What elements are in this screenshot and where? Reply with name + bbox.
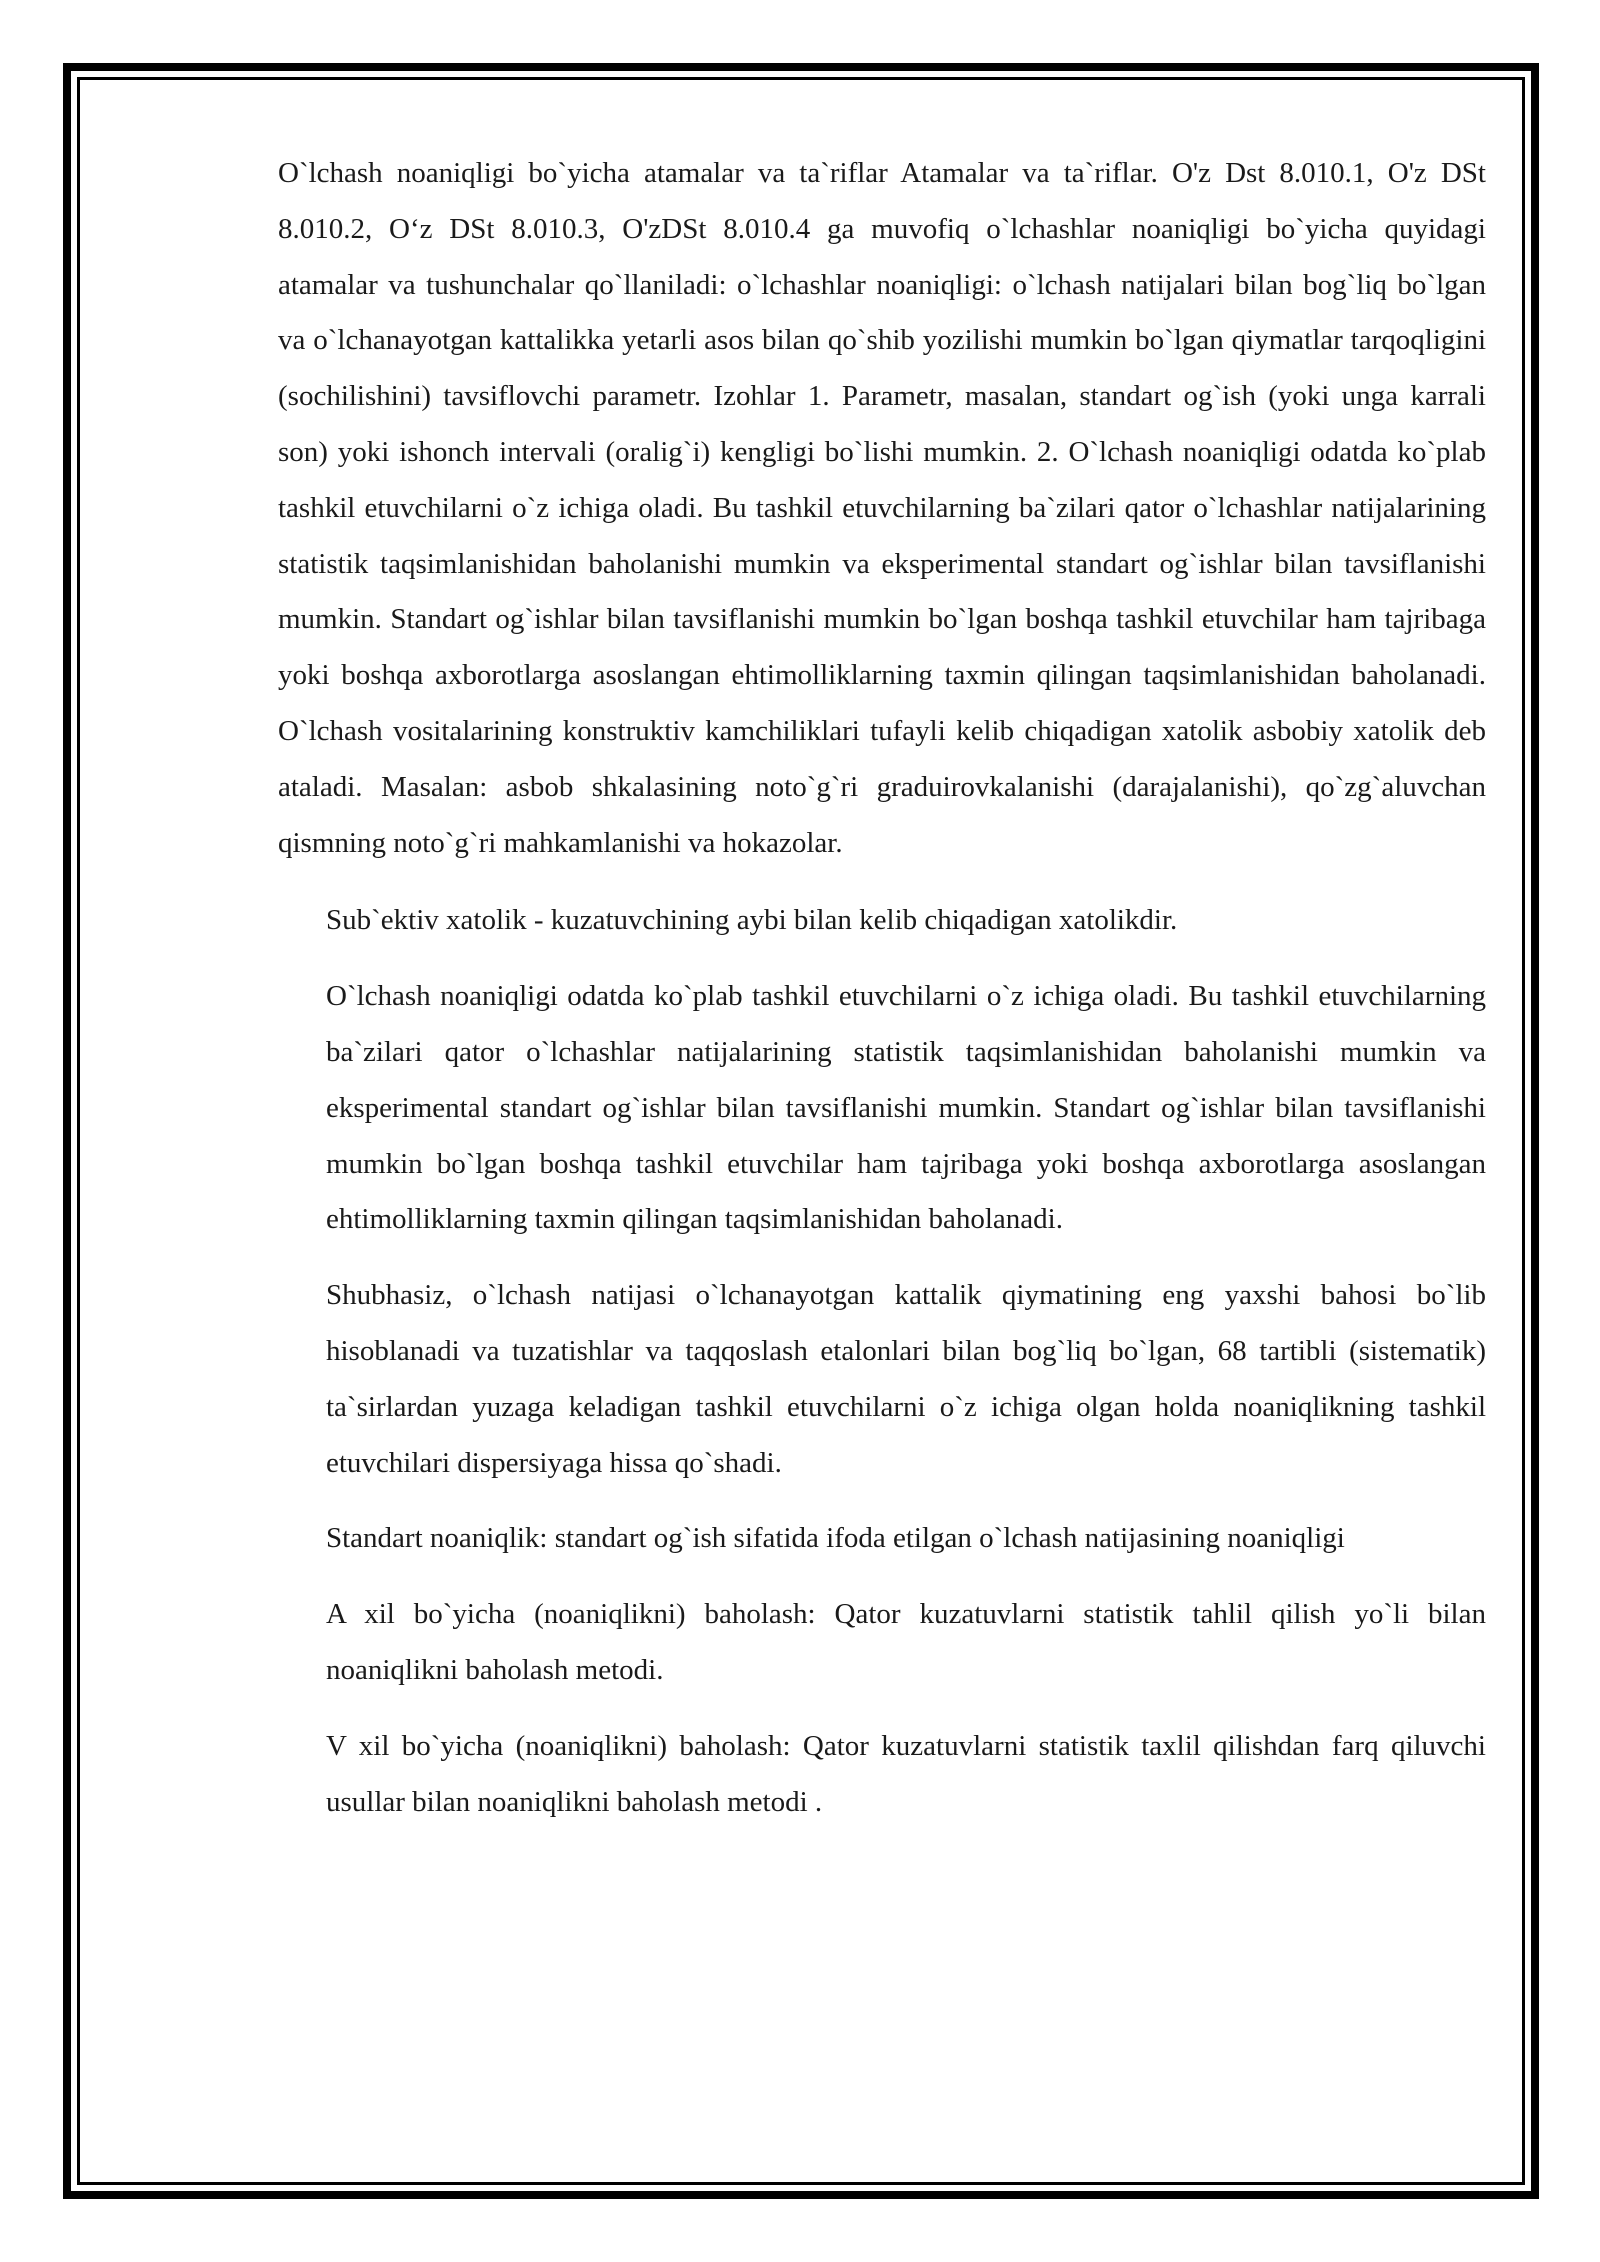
- paragraph-subjective-error: Sub`ektiv xatolik - kuzatuvchining aybi bilan kelib chiqadigan xatolikdir.: [326, 904, 1178, 937]
- paragraph-uncertainty-components: O`lchash noaniqligi odatda ko`plab tashkil etuvchilarni o`z ichiga oladi. Bu tashkil etuvchilarning ba`zilari qator o`lchashlar natijalarining statistik taqsimlanishidan baholanishi mumkin va eksperimental standart og`ishlar bilan tavsiflanishi mumkin. Standart og`ishlar bilan tavsiflanishi mumkin bo`lgan boshqa tashkil etuvchilar ham tajribaga yoki boshqa axborotlarga asoslangan ehtimolliklarning taxmin qilingan taqsimlanishidan baholanadi.: [326, 980, 1486, 1236]
- document-body: [278, 146, 1486, 1850]
- paragraph-definitions: O`lchash noaniqligi bo`yicha atamalar va ta`riflar Atamalar va ta`riflar. O'z Dst 8.010.1, O'z DSt 8.010.2, O‘z DSt 8.010.3, O'zDSt 8.010.4 ga muvofiq o`lchashlar noaniqligi bo`yicha quyidagi atamalar va tushunchalar qo`llaniladi: o`lchashlar noaniqligi: o`lchash natijalari bilan bog`liq bo`lgan va o`lchanayotgan kattalikka yetarli asos bilan qo`shib yozilishi mumkin bo`lgan qiymatlar tarqoqligini (sochilishini) tavsiflovchi parametr. Izohlar 1. Parametr, masalan, standart og`ish (yoki unga karrali son) yoki ishonch intervali (oralig`i) kengligi bo`lishi mumkin. 2. O`lchash noaniqligi odatda ko`plab tashkil etuvchilarni o`z ichiga oladi. Bu tashkil etuvchilarning ba`zilari qator o`lchashlar natijalarining statistik taqsimlanishidan baholanishi mumkin va eksperimental standart og`ishlar bilan tavsiflanishi mumkin. Standart og`ishlar bilan tavsiflanishi mumkin bo`lgan boshqa tashkil etuvchilar ham tajribaga yoki boshqa axborotlarga asoslangan ehtimolliklarning taxmin qilingan taqsimlanishidan baholanadi. O`lchash vositalarining konstruktiv kamchiliklari tufayli kelib chiqadigan xatolik asbobiy xatolik deb ataladi. Masalan: asbob shkalasining noto`g`ri graduirovkalanishi (darajalanishi), qo`zg`aluvchan qismning noto`g`ri mahkamlanishi va hokazolar.: [278, 157, 1486, 859]
- paragraph-measurement-result: Shubhasiz, o`lchash natijasi o`lchanayotgan kattalik qiymatining eng yaxshi bahosi bo`lib hisoblanadi va tuzatishlar va taqqoslash etalonlari bilan bog`liq bo`lgan, 68 tartibli (sistematik) ta`sirlardan yuzaga keladigan tashkil etuvchilarni o`z ichiga olgan holda noaniqlikning tashkil etuvchilari dispersiyaga hissa qo`shadi.: [326, 1279, 1486, 1479]
- paragraph-type-b-evaluation: V xil bo`yicha (noaniqlikni) baholash: Qator kuzatuvlarni statistik taxlil qilishdan farq qiluvchi usullar bilan noaniqlikni baholash metodi .: [326, 1729, 1486, 1818]
- paragraph-standard-uncertainty: Standart noaniqlik: standart og`ish sifatida ifoda etilgan o`lchash natijasining noaniqligi: [326, 1522, 1345, 1555]
- paragraph-type-a-evaluation: A xil bo`yicha (noaniqlikni) baholash: Qator kuzatuvlarni statistik tahlil qilish yo`li bilan noaniqlikni baholash metodi.: [326, 1598, 1486, 1686]
